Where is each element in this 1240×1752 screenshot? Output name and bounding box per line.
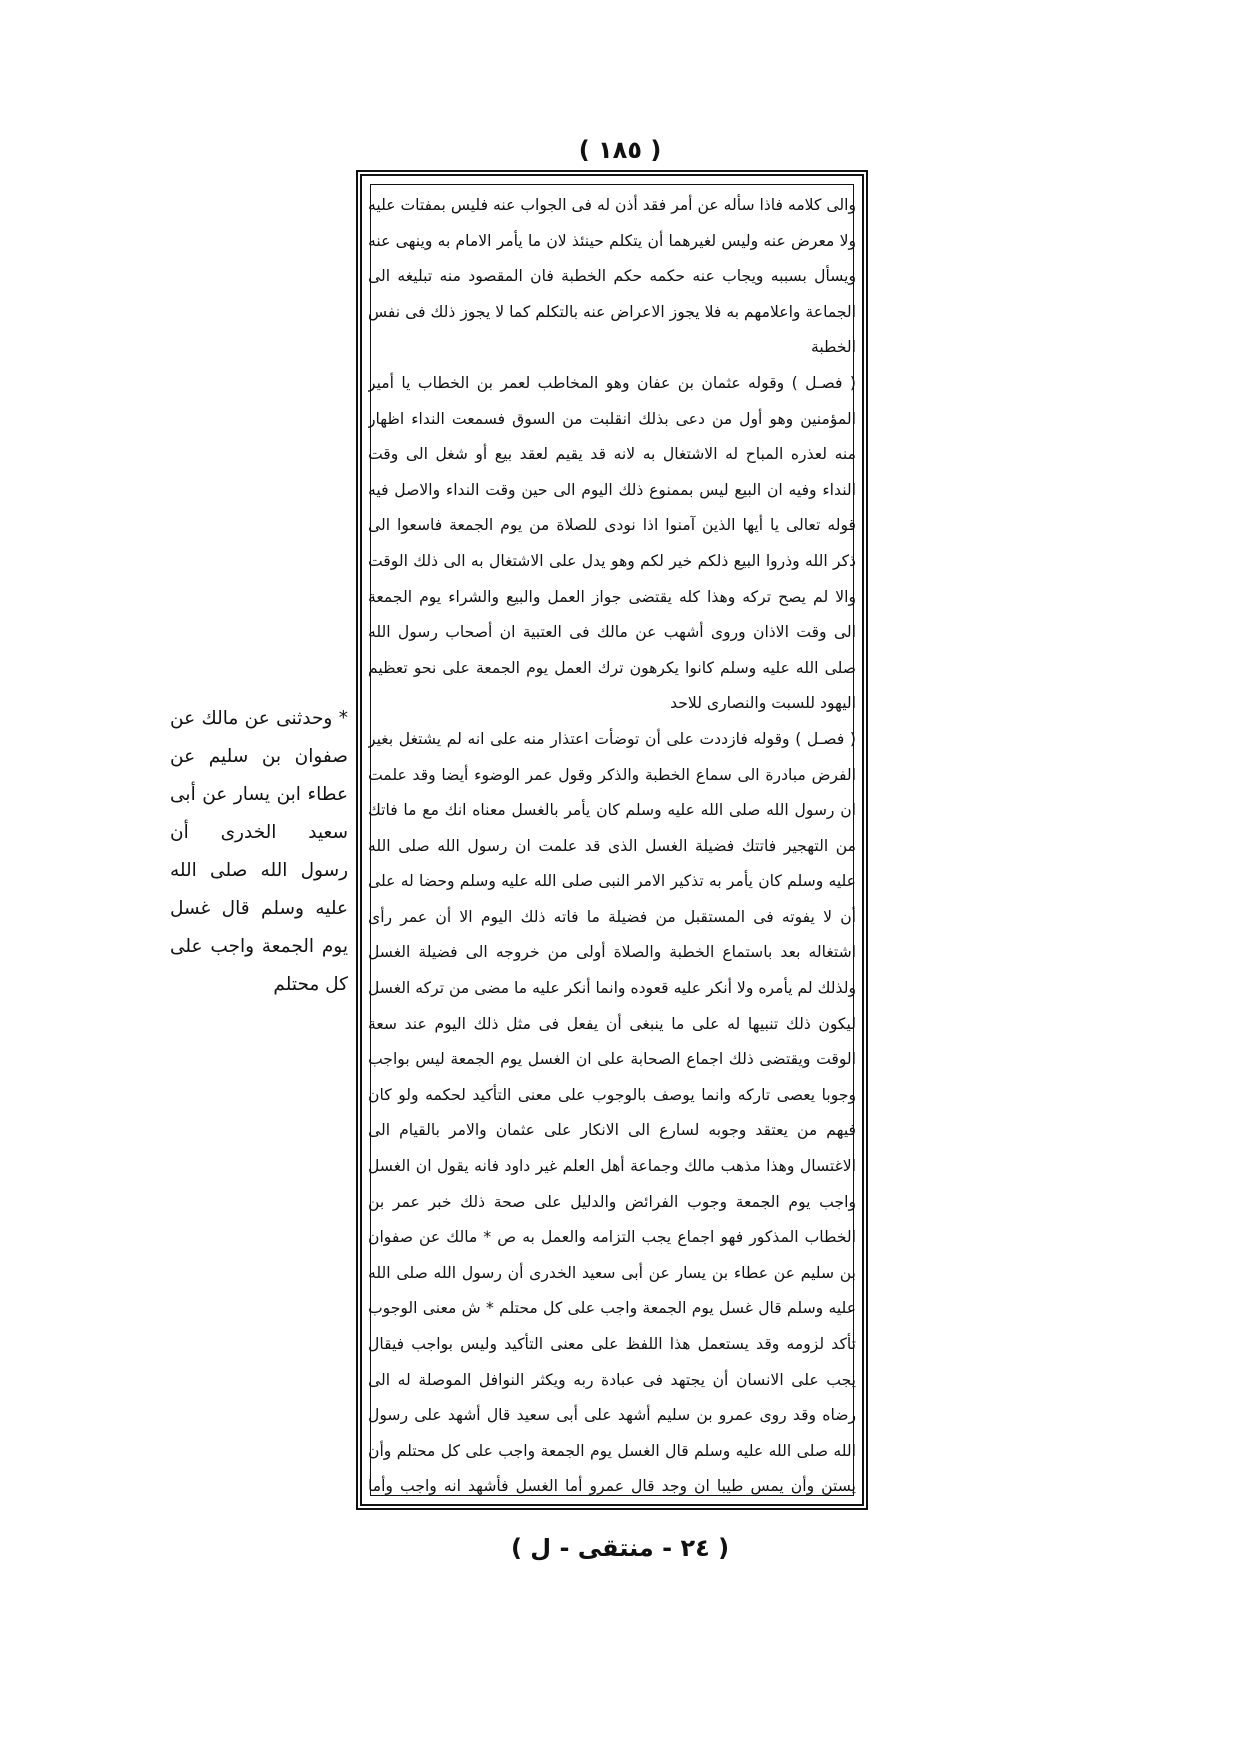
page-number: ( ١٨٥ ) bbox=[578, 136, 662, 164]
signature-mark: ( ٢٤ - منتقى - ل ) bbox=[510, 1534, 730, 1562]
paragraph-2: ( فصـل ) وقوله عثمان بن عفان وهو المخاطب لعمر بن الخطاب يا أمير المؤمنين وهو أول من دعى بذلك انقلبت من السوق فسمعت النداء اظهار منه لعذره المباح له الاشتغال به لانه قد يقيم لعقد بيع أو شغل الى وقت النداء وفيه ان البيع ليس بممنوع ذلك اليوم الى حين وقت النداء والاصل فيه قوله تعالى يا أيها الذين آمنوا اذا نودى للصلاة من يوم الجمعة فاسعوا الى ذكر الله وذروا البيع ذلكم خير لكم وهو يدل على الاشتغال به الى ذلك الوقت والا لم يصح تركه وهذا كله يقتضى جواز العمل والبيع والشراء يوم الجمعة الى وقت الاذان وروى أشهب عن مالك فى العتبية ان أصحاب رسول الله صلى الله عليه وسلم كانوا يكرهون ترك العمل يوم الجمعة على نحو تعظيم اليهود للسبت والنصارى للاحد bbox=[368, 373, 856, 713]
paragraph-1: والى كلامه فاذا سأله عن أمر فقد أذن له فى الجواب عنه فليس بمفتات عليه ولا معرض عنه وليس لغيرهما أن يتكلم حينئذ لان ما يأمر الامام به وينهى عنه ويسأل بسببه ويجاب عنه حكمه حكم الخطبة فان المقصود منه تبليغه الى الجماعة واعلامهم به فلا يجوز الاعراض عنه بالتكلم كما لا يجوز ذلك فى نفس الخطبة bbox=[368, 196, 856, 357]
main-text-column bbox=[368, 188, 856, 1498]
paragraph-3: ( فصـل ) وقوله فازددت على أن توضأت اعتذار منه على انه لم يشتغل بغير الفرض مبادرة الى سماع الخطبة والذكر وقول عمر الوضوء أيضا وقد علمت ان رسول الله صلى الله عليه وسلم كان يأمر بالغسل معناه انك مع ما فاتك من التهجير فاتتك فضيلة الغسل الذى قد علمت ان رسول الله صلى الله عليه وسلم كان يأمر به تذكير الامر النبى صلى الله عليه وسلم وحضا له على أن لا يفوته فى المستقبل من فضيلة ما فاته ذلك اليوم الا أن عمر رأى اشتغاله بعد باستماع الخطبة والصلاة أولى من خروجه الى فضيلة الغسل ولذلك لم يأمره ولا أنكر عليه قعوده وانما أنكر عليه ما مضى من تركه الغسل ليكون ذلك تنبيها له على ما ينبغى أن يفعل فى مثل ذلك اليوم عند سعة الوقت ويقتضى ذلك اجماع الصحابة على ان الغسل يوم الجمعة ليس بواجب وجوبا يعصى تاركه وانما يوصف بالوجوب على معنى التأكيد لحكمه ولو كان فيهم من يعتقد وجوبه لسارع الى الانكار على عثمان والامر بالقيام الى الاغتسال وهذا مذهب مالك وجماعة أهل العلم غير داود فانه يقول ان الغسل واجب يوم الجمعة وجوب الفرائض والدليل على صحة ذلك خبر عمر بن الخطاب المذكور فهو اجماع يجب التزامه والعمل به ص * مالك عن صفوان بن سليم عن عطاء بن يسار عن أبى سعيد الخدرى أن رسول الله صلى الله عليه وسلم قال غسل يوم الجمعة واجب على كل محتلم * ش معنى الوجوب تأكد لزومه وقد يستعمل هذا اللفظ على معنى التأكيد وليس بواجب فيقال يجب على الانسان أن يجتهد فى عبادة ربه ويكثر النوافل الموصلة له الى رضاه وقد روى عمرو بن سليم أشهد على أبى سعيد قال أشهد على رسول الله صلى الله عليه وسلم قال الغسل يوم الجمعة واجب على كل محتلم وأن يستن وأن يمس طيبا ان وجد قال عمرو أما الغسل فأشهد انه واجب وأما bbox=[368, 729, 856, 1496]
margin-hadith-note: * وحدثنى عن مالك عن صفوان بن سليم عن عطاء ابن يسار عن أبى سعيد الخدرى أن رسول الله صلى الله عليه وسلم قال غسل يوم الجمعة واجب على كل محتلم bbox=[170, 708, 348, 995]
